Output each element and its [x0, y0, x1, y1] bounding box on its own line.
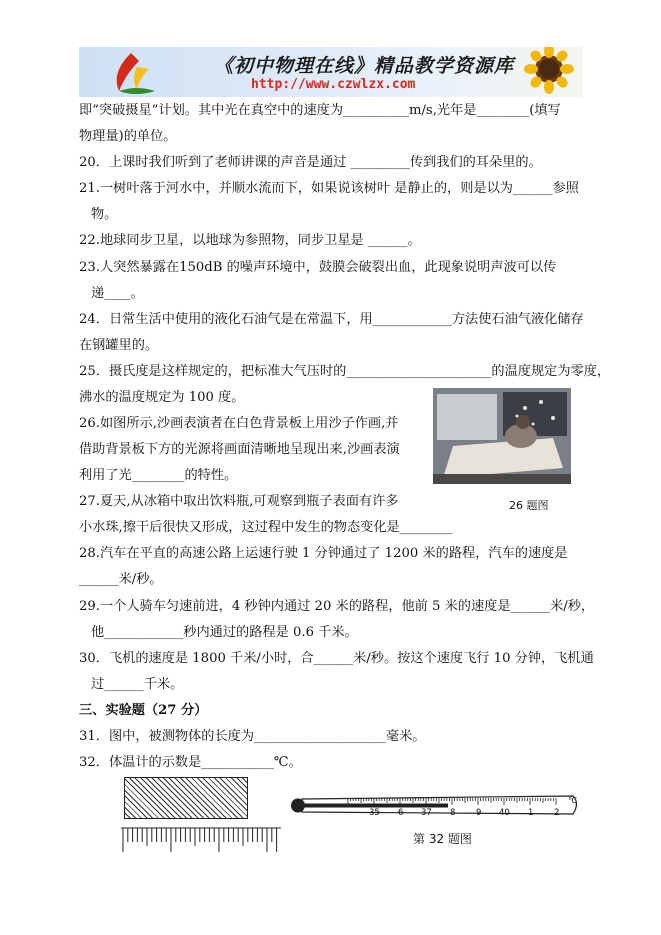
thermometer-tick-label: 2: [554, 808, 560, 818]
question-line: 22.地球同步卫星，以地球为参照物，同步卫星是 ______。: [79, 233, 421, 248]
section-heading: 三、实验题（27 分）: [79, 703, 208, 718]
question-line: 28.汽车在平直的高速公路上运速行驶 1 分钟通过了 1200 米的路程，汽车的速度是: [79, 546, 568, 561]
question-line: 即“突破摄星”计划。其中光在真空中的速度为__________m/s,光年是________(填写: [79, 103, 561, 118]
question-line: 27.夏天,从冰箱中取出饮料瓶,可观察到瓶子表面有许多: [79, 494, 399, 509]
question-line: 沸水的温度规定为 100 度。: [79, 390, 245, 405]
question-line: 递____。: [91, 286, 144, 301]
figure32-caption: 第 32 题图: [413, 832, 472, 846]
question-line: 32．体温计的示数是___________℃。: [79, 755, 302, 770]
question-line: 29.一个人骑车匀速前进，4 秒钟内通过 20 米的路程，他前 5 米的速度是______米/秒，: [79, 599, 595, 614]
question-line: ______米/秒。: [79, 572, 163, 587]
question-line: 21.一树叶落于河水中，并顺水流而下，如果说该树叶 是静止的，则是以为______参照: [79, 181, 579, 196]
question-line: 26.如图所示,沙画表演者在白色背景板上用沙子作画,并: [79, 416, 399, 431]
ruler-ticks: [121, 826, 281, 856]
thermometer-tick-label: 37: [421, 808, 432, 818]
thermometer-tick-label: 1: [528, 808, 534, 818]
question-line: 31．图中，被测物体的长度为____________________毫米。: [79, 729, 426, 744]
question-line: 利用了光________的特性。: [79, 468, 238, 483]
thermometer-unit: ℃: [568, 796, 577, 805]
question-line: 物。: [91, 207, 118, 222]
question-line: 23.人突然暴露在150dB 的噪声环境中，鼓膜会破裂出血，此现象说明声波可以传: [79, 260, 557, 275]
measured-object: [124, 777, 248, 819]
question-line: 小水珠,擦干后很快又形成，这过程中发生的物态变化是________: [79, 520, 453, 535]
question-line: 在钢罐里的。: [79, 338, 159, 353]
header-banner: [79, 47, 583, 97]
thermometer-tick-label: 8: [450, 808, 456, 818]
thermometer-tick-label: 9: [476, 808, 482, 818]
figure26-caption: 26 题图: [509, 499, 549, 512]
question-line: 他____________秒内通过的路程是 0.6 千米。: [91, 625, 358, 640]
banner-url: http://www.czwlzx.com: [251, 77, 416, 92]
thermometer-tick-label: 40: [499, 808, 510, 818]
question-line: 30．飞机的速度是 1800 千米/小时，合______米/秒。按这个速度飞行 10 分钟，飞机通: [79, 651, 594, 666]
thermometer-tick-label: 35: [369, 808, 380, 818]
question-line: 借助背景板下方的光源将画面清晰地呈现出来,沙画表演: [79, 442, 400, 457]
question-line: 20．上课时我们听到了老师讲课的声音是通过 _________传到我们的耳朵里的。: [79, 155, 542, 170]
question-line: 物理量)的单位。: [79, 129, 177, 144]
question-line: 24．日常生活中使用的液化石油气是在常温下，用____________方法使石油气液化储存: [79, 312, 584, 327]
sand-painting-photo: [433, 388, 571, 484]
banner-title: 《初中物理在线》精品教学资源库: [214, 55, 515, 77]
thermometer-tick-label: 6: [398, 808, 404, 818]
thermometer: [288, 790, 583, 822]
question-line: 过______千米。: [91, 677, 184, 692]
question-line: 25．摄氏度是这样规定的，把标准大气压时的______________________的温度规定为零度，: [79, 364, 611, 379]
